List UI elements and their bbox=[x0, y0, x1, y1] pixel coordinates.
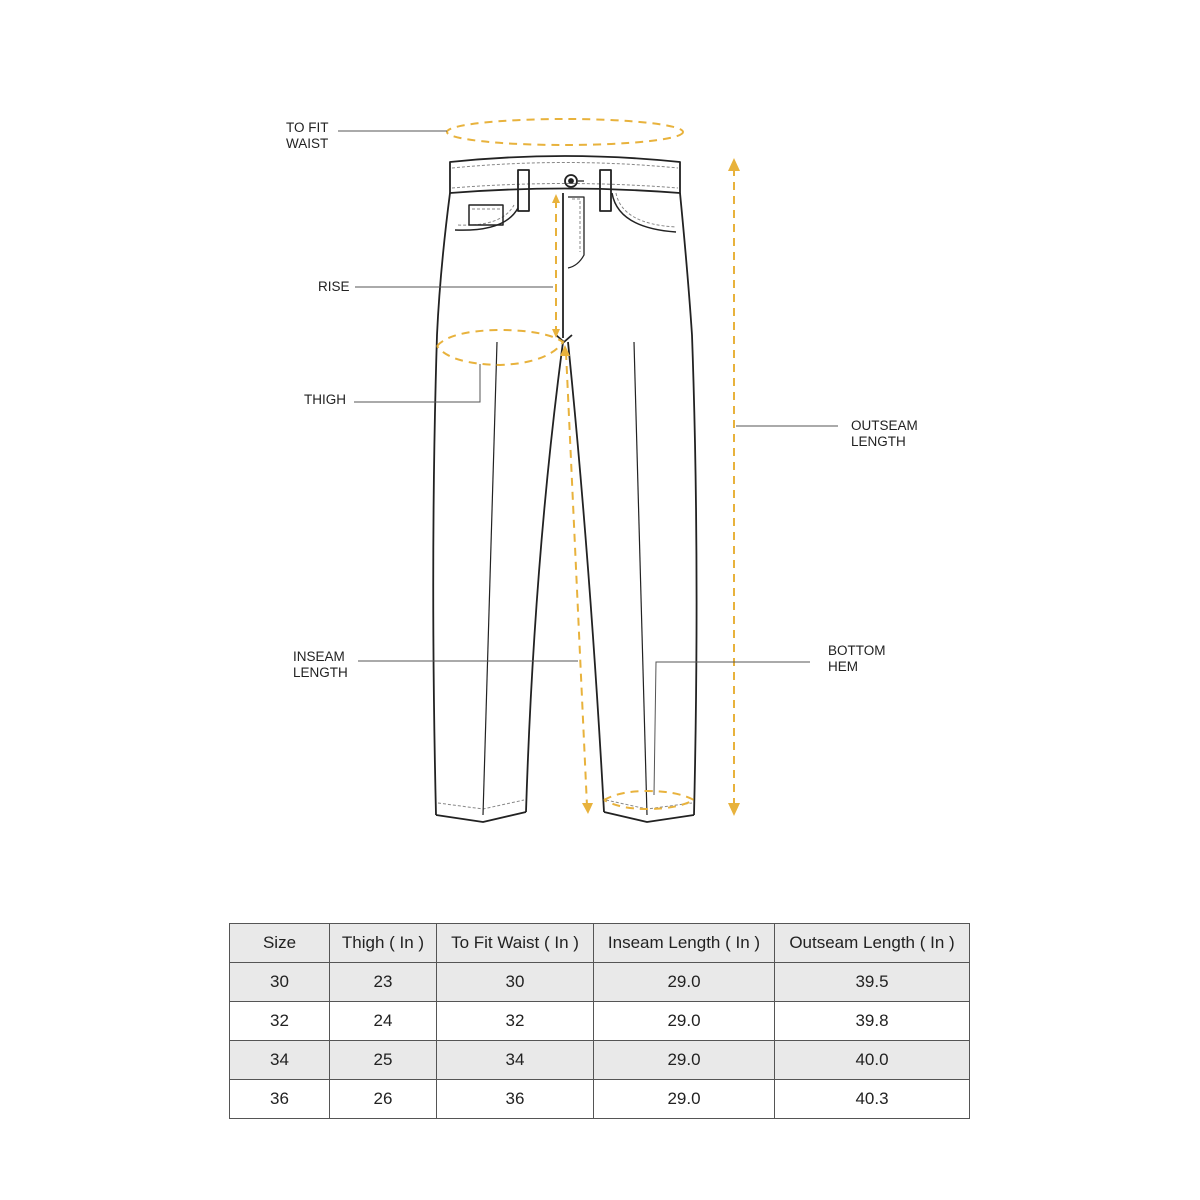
table-cell: 32 bbox=[437, 1002, 594, 1041]
table-cell: 23 bbox=[330, 963, 437, 1002]
arrow-heads bbox=[552, 158, 740, 816]
header-inseam-length: Inseam Length ( In ) bbox=[594, 924, 775, 963]
to-fit-waist-label bbox=[286, 120, 329, 151]
table-cell: 30 bbox=[230, 963, 330, 1002]
measurement-guides bbox=[437, 119, 734, 809]
table-cell: 36 bbox=[437, 1080, 594, 1119]
right-leg-outer bbox=[680, 193, 697, 815]
thigh-ellipse bbox=[437, 330, 563, 365]
right-inseam bbox=[568, 342, 604, 812]
table-row bbox=[230, 1080, 970, 1119]
thigh-label bbox=[304, 392, 346, 407]
table-row bbox=[230, 1041, 970, 1080]
inseam-length-label-line: INSEAM bbox=[293, 649, 345, 664]
left-hem bbox=[436, 812, 526, 822]
table-row bbox=[230, 1002, 970, 1041]
belt-loop bbox=[518, 170, 529, 211]
header-to-fit-waist: To Fit Waist ( In ) bbox=[437, 924, 594, 963]
left-inseam bbox=[526, 342, 563, 812]
bottom-hem-label-line: BOTTOM bbox=[828, 643, 886, 658]
to-fit-waist-label-line: WAIST bbox=[286, 136, 329, 151]
table-cell: 32 bbox=[230, 1002, 330, 1041]
header-outseam-length: Outseam Length ( In ) bbox=[775, 924, 970, 963]
table-cell: 29.0 bbox=[594, 1041, 775, 1080]
table-cell: 36 bbox=[230, 1080, 330, 1119]
waistband bbox=[450, 156, 680, 193]
belt-loop bbox=[600, 170, 611, 211]
leader-lines bbox=[338, 131, 838, 795]
bottom-hem-label bbox=[828, 643, 886, 674]
pants-illustration bbox=[433, 156, 696, 822]
outseam-length-label-line: LENGTH bbox=[851, 434, 906, 449]
table-row bbox=[230, 963, 970, 1002]
hem-ellipse bbox=[604, 791, 694, 809]
table-cell: 29.0 bbox=[594, 1080, 775, 1119]
inseam-arrow bbox=[566, 352, 587, 806]
table-cell: 29.0 bbox=[594, 1002, 775, 1041]
table-header-row bbox=[230, 924, 970, 963]
left-leg-outer bbox=[433, 193, 450, 815]
table-cell: 40.0 bbox=[775, 1041, 970, 1080]
to-fit-waist-label-line: TO FIT bbox=[286, 120, 329, 135]
coin-pocket bbox=[469, 205, 503, 225]
header-thigh: Thigh ( In ) bbox=[330, 924, 437, 963]
table-cell: 24 bbox=[330, 1002, 437, 1041]
rise-label-line: RISE bbox=[318, 279, 350, 294]
bottom-hem-label-line: HEM bbox=[828, 659, 858, 674]
table-cell: 26 bbox=[330, 1080, 437, 1119]
measurement-labels bbox=[286, 120, 918, 680]
size-chart-table bbox=[229, 923, 970, 1119]
waist-ellipse bbox=[447, 119, 683, 145]
table-cell: 34 bbox=[437, 1041, 594, 1080]
table-cell: 29.0 bbox=[594, 963, 775, 1002]
table-cell: 39.5 bbox=[775, 963, 970, 1002]
table-cell: 40.3 bbox=[775, 1080, 970, 1119]
rise-label bbox=[318, 279, 350, 294]
outseam-length-label-line: OUTSEAM bbox=[851, 418, 918, 433]
table-cell: 39.8 bbox=[775, 1002, 970, 1041]
right-crease bbox=[634, 342, 647, 815]
table-cell: 30 bbox=[437, 963, 594, 1002]
thigh-label-line: THIGH bbox=[304, 392, 346, 407]
inseam-length-label-line: LENGTH bbox=[293, 665, 348, 680]
left-crease bbox=[483, 342, 497, 815]
table-cell: 25 bbox=[330, 1041, 437, 1080]
right-front-pocket bbox=[612, 193, 676, 232]
inseam-length-label bbox=[293, 649, 348, 680]
table-cell: 34 bbox=[230, 1041, 330, 1080]
right-hem bbox=[604, 812, 694, 822]
outseam-length-label bbox=[851, 418, 918, 449]
left-front-pocket bbox=[455, 208, 518, 230]
header-size: Size bbox=[230, 924, 330, 963]
